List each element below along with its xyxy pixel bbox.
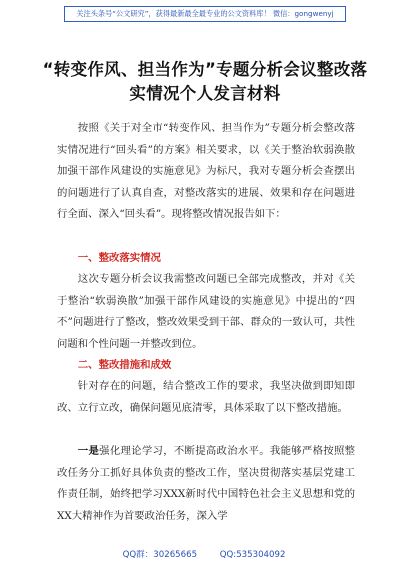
- measure-1-paragraph: [57, 441, 355, 527]
- section-heading-1: 一、整改落实情况: [77, 252, 161, 264]
- section-2-paragraph: 针对存在的问题，结合整改工作的要求，我坚决做到即知即改、立行立改，确保问题见底清零，具体采取了以下整改措施。: [57, 380, 355, 414]
- section-1-paragraph: 这次专题分析会议我需整改问题已全部完成整改，并对《关于整治“软弱涣散”加强干部作风建设的实施意见》中提出的“四不”问题进行了整改，整改效果受到干部、群众的一致认可，共性问题和个性问题一并整改到位。: [57, 273, 355, 350]
- measure-1-text: 强化理论学习，不断提高政治水平。我能够严格按照整改任务分工抓好具体负责的整改工作，坚决贯彻落实基层党建工作责任制，始终把学习XXX新时代中国特色社会主义思想和党的XX大精神作为首要政治任务，深入学: [57, 445, 356, 522]
- footer-qq-group: QQ群：30265665: [122, 550, 198, 560]
- measure-1-lead: 一是: [77, 445, 100, 457]
- footer-contact: [0, 548, 408, 560]
- footer-qq: QQ:535304092: [219, 550, 286, 560]
- document-title: “转变作风、担当作为”专题分析会议整改落实情况个人发言材料: [42, 60, 368, 103]
- header-notice-banner[interactable]: 关注头条号“公文研究”，获得最新最全最专业的公文资料库！ 微信：gongwenyj: [64, 6, 346, 22]
- section-heading-2: 二、整改措施和成效: [77, 359, 172, 371]
- intro-paragraph: 按照《关于对全市“转变作风、担当作为”专题分析会整改落实情况进行“回头看”的方案》相关要求，以《关于整治软弱涣散加强干部作风建设的实施意见》为标尺，我对专题分析会查摆出的问题进行了认真自查，对整改落实的进展、效果和存在问题进行全面、深入“回头看”。现将整改情况报告如下：: [57, 122, 355, 220]
